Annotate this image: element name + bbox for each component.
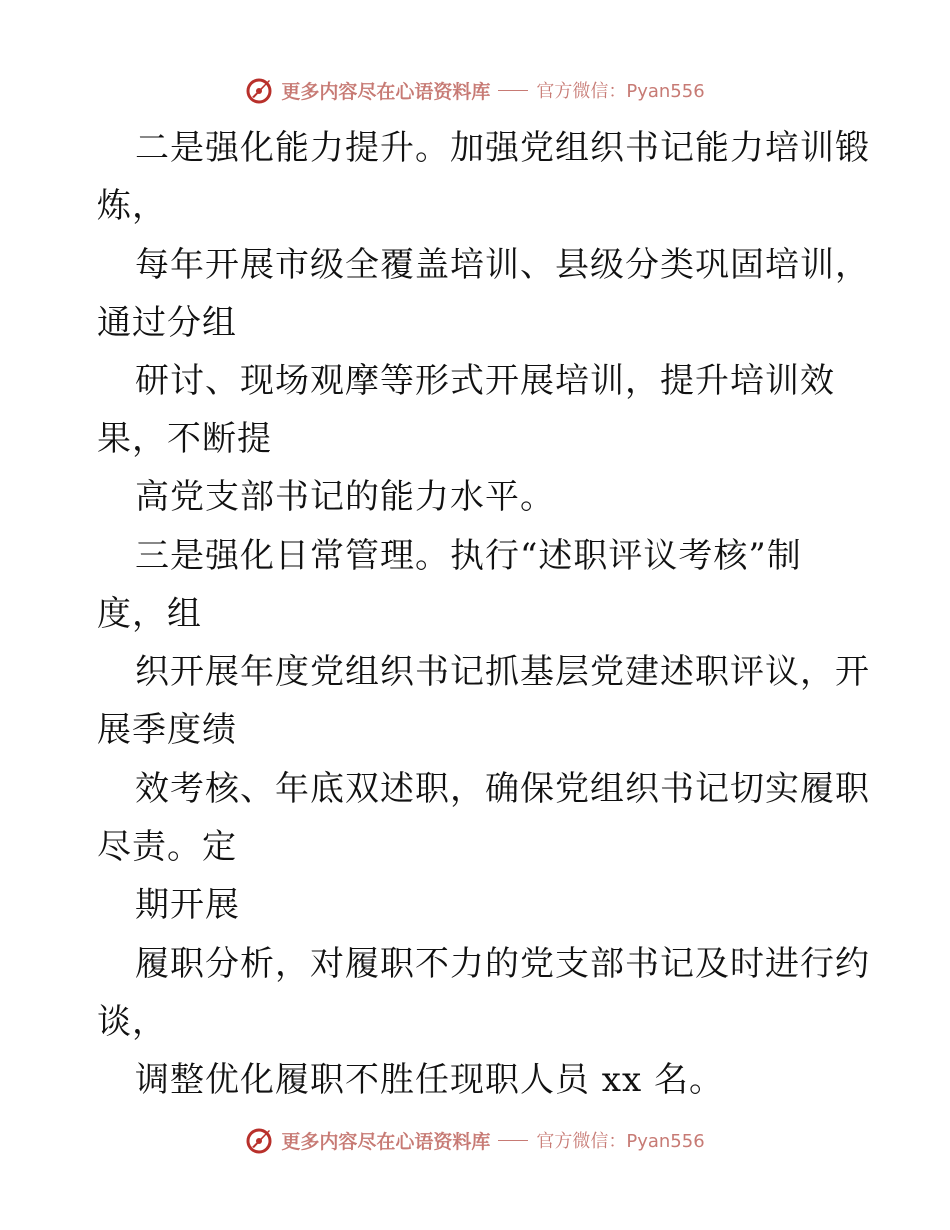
watermark-dash [498,1140,528,1141]
watermark-brand: 更多内容尽在心语资料库 [281,1130,491,1153]
body-line: 每年开展市级全覆盖培训、县级分类巩固培训， [135,245,870,285]
header-watermark [0,70,950,110]
footer-watermark [0,1120,950,1160]
body-line: 炼， [97,186,167,226]
body-line: 履职分析，对履职不力的党支部书记及时进行约 [135,944,870,984]
body-line: 三是强化日常管理。执行“述职评议考核”制 [135,536,802,576]
body-line: 度，组 [97,594,202,634]
pen-logo-icon [245,1125,275,1155]
body-line: 研讨、现场观摩等形式开展培训，提升培训效 [135,361,835,401]
watermark-dash [498,90,528,91]
watermark-official: 官方微信：Pyan556 [536,1131,705,1152]
body-line: 调整优化履职不胜任现职人员 xx 名。 [135,1060,724,1100]
watermark-brand: 更多内容尽在心语资料库 [281,80,491,103]
body-line: 尽责。定 [97,827,237,867]
body-line: 果，不断提 [97,419,272,459]
body-line: 通过分组 [97,303,237,343]
body-line: 期开展 [135,885,240,925]
pen-logo-icon [245,75,275,105]
body-line: 展季度绩 [97,710,237,750]
watermark-official: 官方微信：Pyan556 [536,81,705,102]
body-line: 织开展年度党组织书记抓基层党建述职评议，开 [135,652,870,692]
body-line: 二是强化能力提升。加强党组织书记能力培训锻 [135,128,870,168]
body-line: 高党支部书记的能力水平。 [135,477,555,517]
body-line: 效考核、年底双述职，确保党组织书记切实履职 [135,769,870,809]
body-line: 谈， [97,1002,167,1042]
